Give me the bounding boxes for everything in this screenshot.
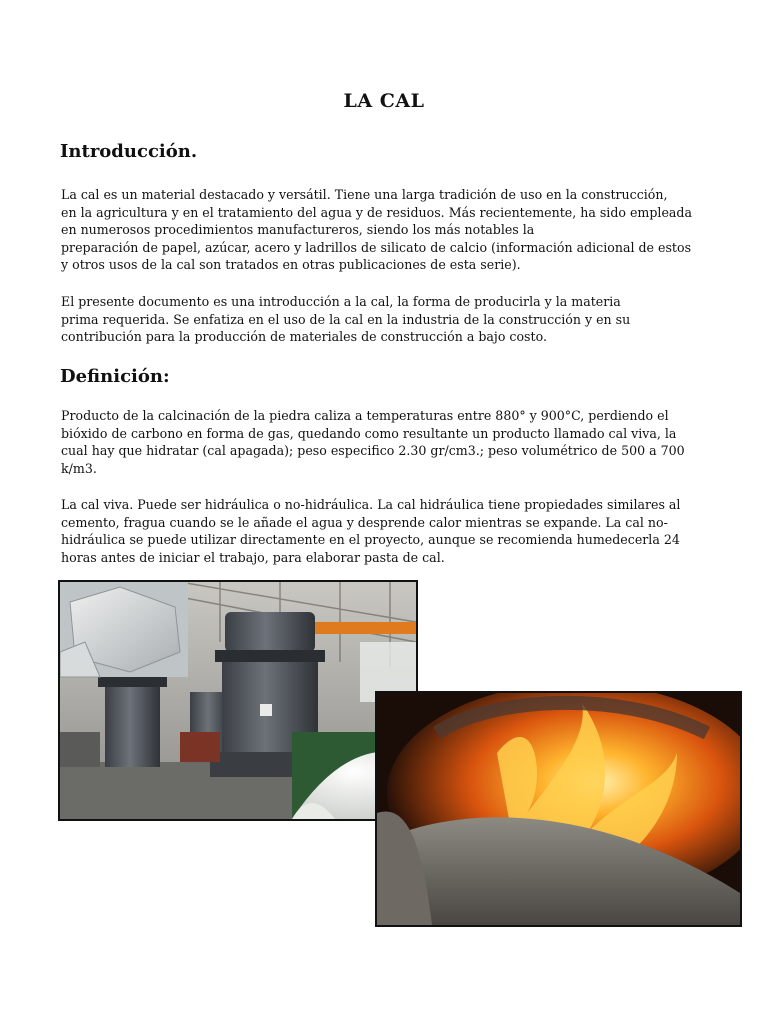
definition-paragraph-1 bbox=[61, 407, 711, 477]
definition-heading: Definición: bbox=[60, 366, 170, 387]
text-line: y otros usos de la cal son tratados en otras publicaciones de esta serie). bbox=[61, 257, 521, 273]
text-line: contribución para la producción de materiales de construcción a bajo costo. bbox=[61, 329, 547, 345]
definition-paragraph-2 bbox=[61, 496, 711, 566]
kiln-fire-illustration bbox=[377, 693, 740, 925]
text-line: horas antes de iniciar el trabajo, para elaborar pasta de cal. bbox=[61, 549, 445, 565]
text-line: bióxido de carbono en forma de gas, quedando como resultante un producto llamado cal viva, la bbox=[61, 425, 677, 441]
intro-paragraph-2 bbox=[61, 293, 711, 346]
mill-photo-illustration bbox=[60, 582, 416, 819]
intro-paragraph-1 bbox=[61, 186, 711, 274]
text-line: Producto de la calcinación de la piedra caliza a temperaturas entre 880° y 900°C, perdiendo el bbox=[61, 408, 669, 423]
text-line: en numerosos procedimientos manufactureros, siendo los más notables la bbox=[61, 222, 535, 238]
lime-mill-machinery-photo bbox=[58, 580, 418, 821]
text-line: prima requerida. Se enfatiza en el uso de la cal en la industria de la construcción y en su bbox=[61, 311, 631, 327]
text-line: cual hay que hidratar (cal apagada); peso especifico 2.30 gr/cm3.; peso volumétrico de 500 a 700 bbox=[61, 443, 685, 459]
text-line: La cal es un material destacado y versátil. Tiene una larga tradición de uso en la construcción, bbox=[61, 187, 668, 202]
text-line: preparación de papel, azúcar, acero y ladrillos de silicato de calcio (información adicional de estos bbox=[61, 239, 692, 255]
text-line: k/m3. bbox=[61, 460, 97, 476]
text-line: El presente documento es una introducción a la cal, la forma de producirla y la materia bbox=[61, 294, 621, 309]
text-line: cemento, fragua cuando se le añade el agua y desprende calor mientras se expande. La cal no- bbox=[61, 514, 668, 530]
text-line: en la agricultura y en el tratamiento del agua y de residuos. Más recientemente, ha sido empleada bbox=[61, 204, 692, 220]
page-title: LA CAL bbox=[343, 90, 425, 112]
text-line: hidráulica se puede utilizar directamente en el proyecto, aunque se recomienda humedecerla 24 bbox=[61, 532, 680, 548]
intro-heading: Introducción. bbox=[60, 141, 198, 162]
lime-kiln-fire-photo bbox=[375, 691, 742, 927]
text-line: La cal viva. Puede ser hidráulica o no-hidráulica. La cal hidráulica tiene propiedades similares al bbox=[61, 497, 681, 512]
